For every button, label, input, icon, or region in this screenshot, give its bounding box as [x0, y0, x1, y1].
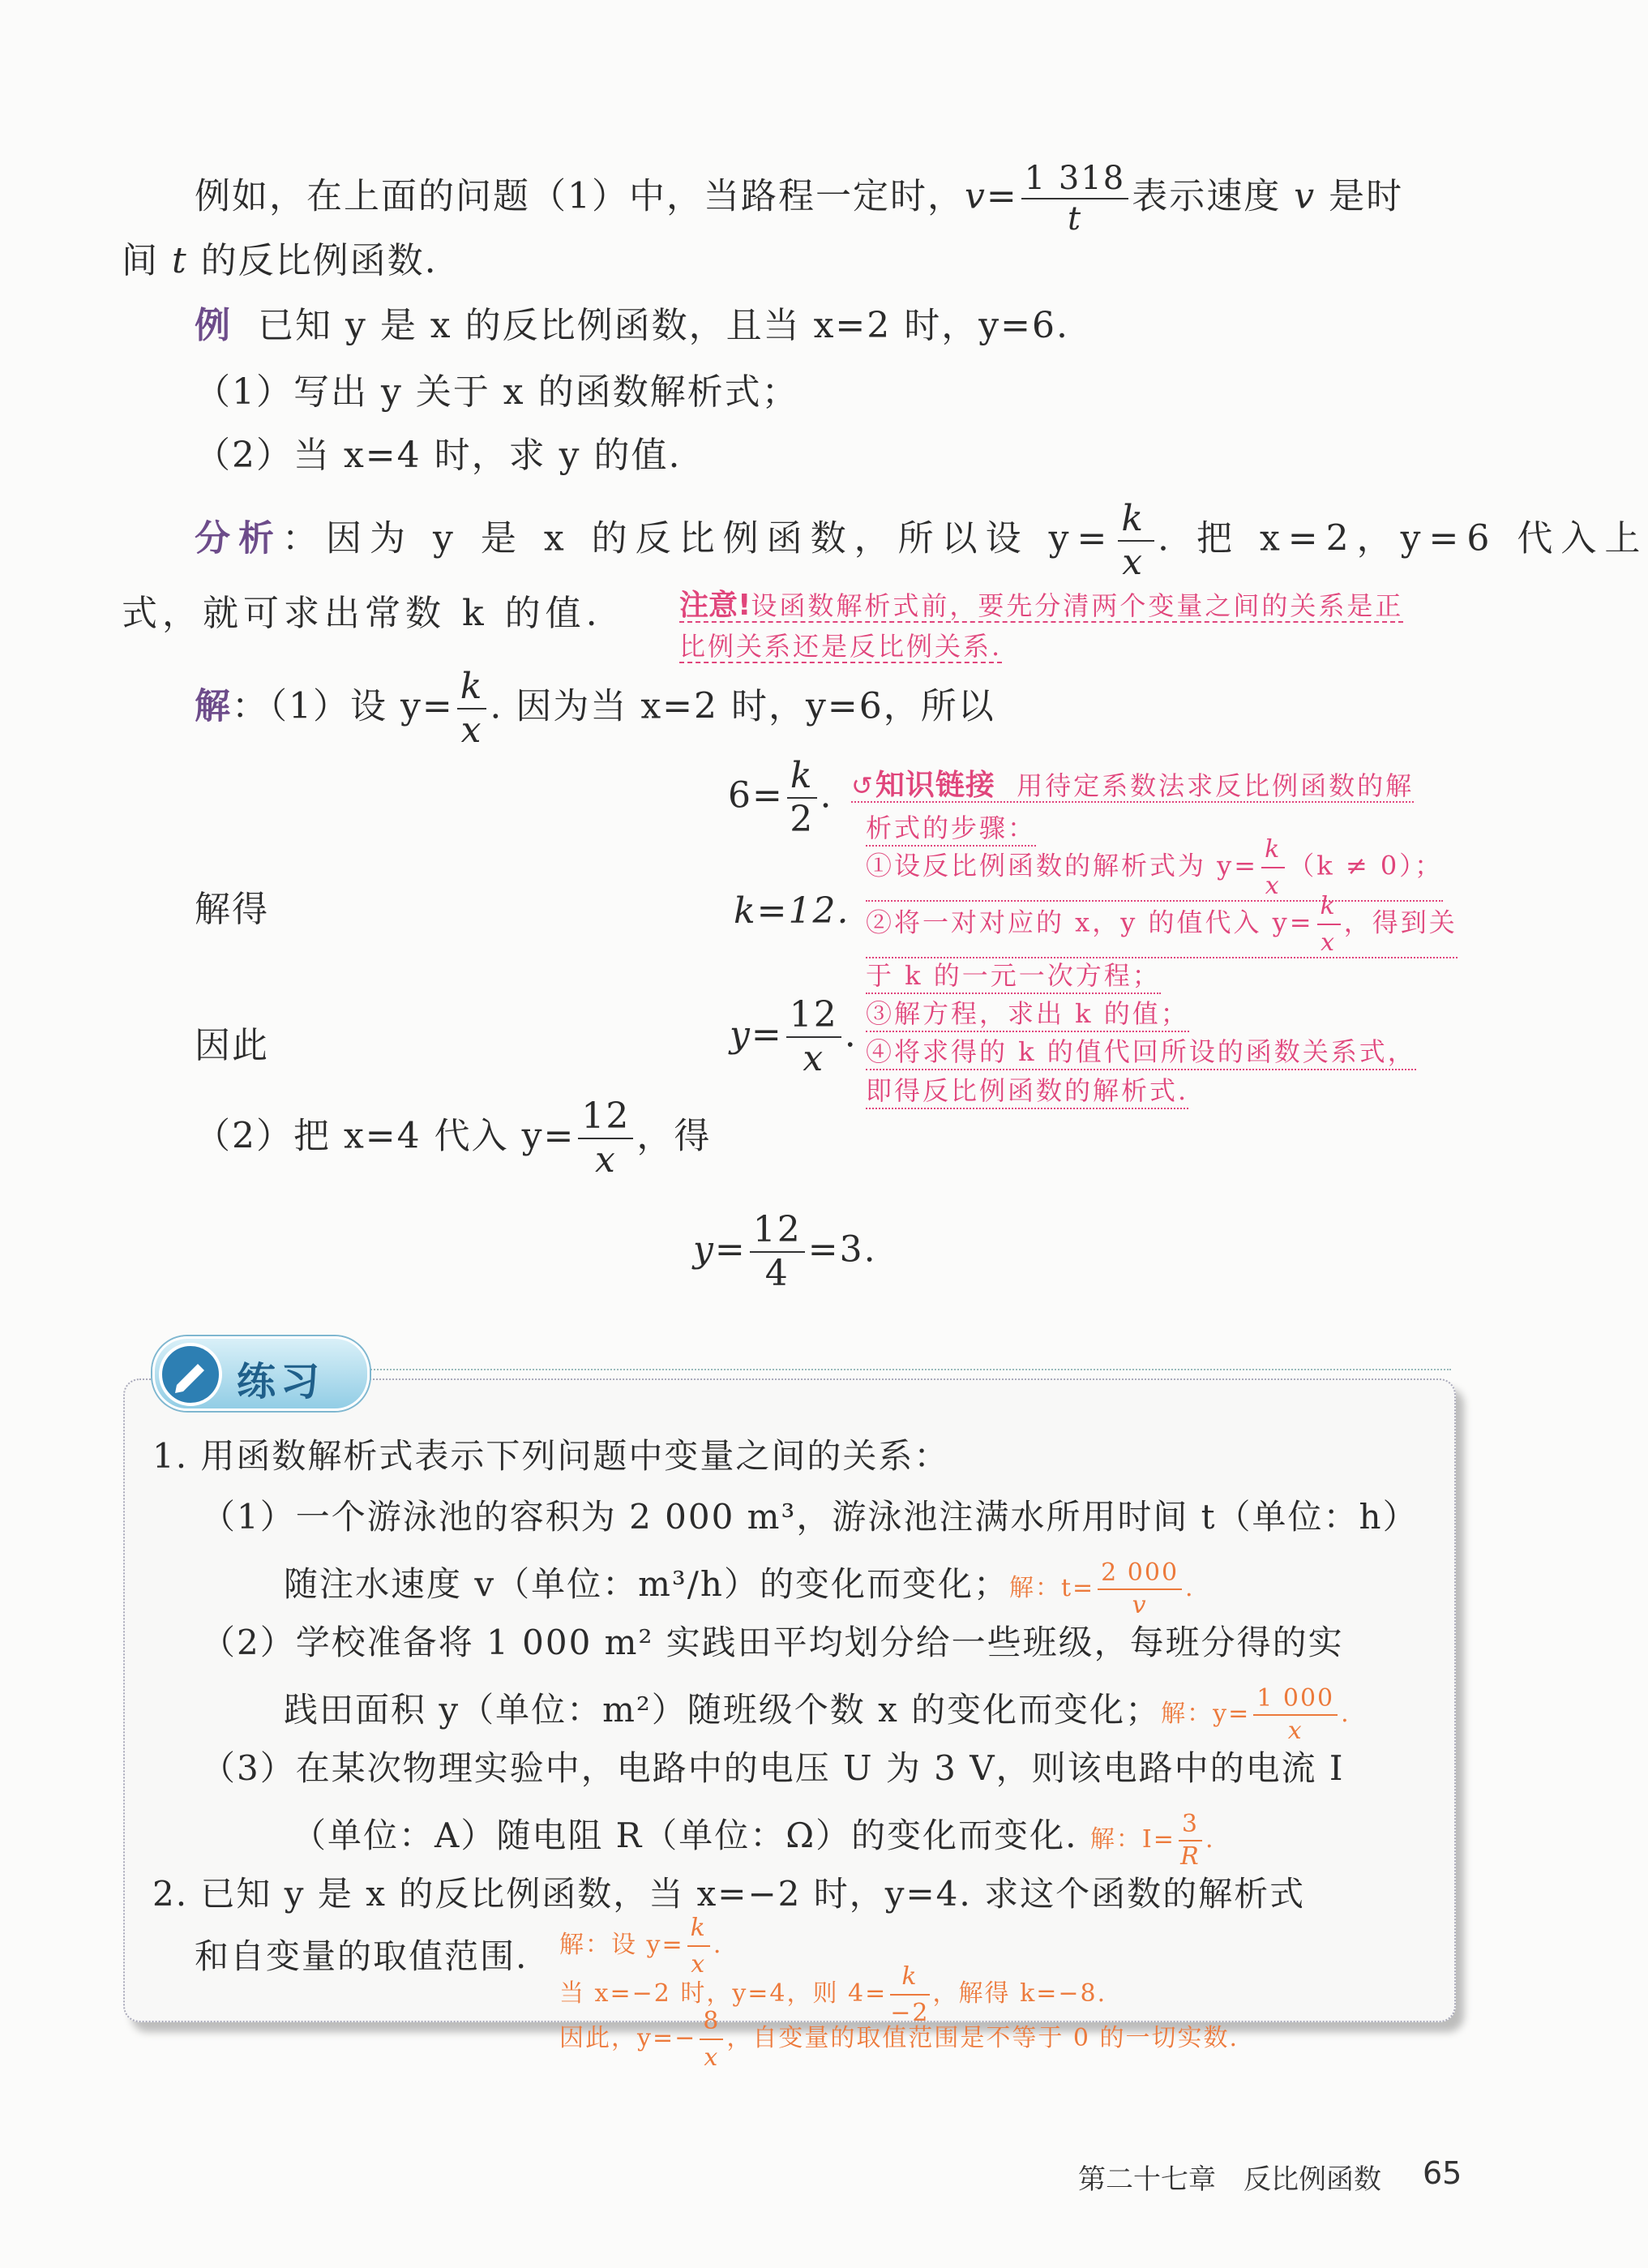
analysis-line-2: 式，就可求出常数 k 的值.	[122, 593, 602, 634]
solution-label: 解	[195, 685, 232, 727]
practice-q1-2a: （2）学校准备将 1 000 m² 实践田平均划分给一些班级，每班分得的实	[201, 1623, 1344, 1662]
frac-num: 3	[1179, 1812, 1202, 1841]
knowledge-title-row	[851, 770, 1414, 803]
attention-text-1: 设函数解析式前，要先分清两个变量之间的关系是正	[751, 590, 1404, 621]
frac-num: k	[1261, 835, 1285, 868]
step1-text-b: （k ≠ 0）；	[1288, 850, 1444, 881]
example-statement	[195, 305, 1069, 346]
q1-1b-text: 随注水速度 v（单位：m³/h）的变化而变化；	[284, 1564, 1009, 1604]
answer-4-text-3b: ，自变量的取值范围是不等于 0 的一切实数.	[726, 2024, 1239, 2052]
answer-1-label: 解：t=	[1008, 1574, 1095, 1602]
eq1-fraction	[787, 755, 817, 840]
frac-num: 8	[700, 2007, 723, 2040]
solution-eq-y	[730, 994, 858, 1079]
answer-1: 解：t= $\frac{2 000}{v}$ .	[1008, 1558, 1195, 1619]
intro-text-d: 间	[122, 240, 159, 281]
knowledge-label: 知识链接	[875, 769, 995, 802]
answer-4-text-1: 解：设 y=	[559, 1931, 684, 1959]
part2-text-b: ，得	[636, 1115, 712, 1157]
intro-fraction	[1021, 160, 1129, 238]
step2-text: ②将一对对应的 x，y 的值代入 y=	[866, 907, 1314, 938]
practice-title: 练习	[237, 1359, 325, 1404]
period: .	[844, 1014, 858, 1056]
answer-1-fraction	[1098, 1558, 1182, 1619]
q1-3b-text: （单位：A）随电阻 R（单位：Ω）的变化而变化.	[292, 1816, 1078, 1855]
frac-num: 12	[578, 1099, 633, 1139]
frac-den: x	[1287, 1717, 1303, 1745]
practice-q2b: 和自变量的取值范围.	[195, 1936, 529, 1976]
practice-q1-1b	[284, 1558, 1195, 1619]
frac-den: x	[704, 2043, 720, 2072]
period: .	[820, 774, 833, 817]
knowledge-step-2	[866, 892, 1458, 958]
answer-2: 解：y= $\frac{1 000}{x}$ .	[1161, 1684, 1351, 1745]
answer-4-text-3: 因此，y=−	[559, 2024, 697, 2052]
frac-num: 12	[750, 1212, 805, 1253]
knowledge-step-3: ③解方程，求出 k 的值；	[866, 993, 1189, 1032]
frac-den: 4	[764, 1253, 790, 1294]
answer-3-fraction	[1179, 1812, 1202, 1869]
pencil-icon	[159, 1343, 222, 1406]
practice-q1-3a: （3）在某次物理实验中，电路中的电压 U 为 3 V，则该电路中的电流 I	[201, 1748, 1345, 1788]
intro-line-1	[195, 160, 1404, 238]
solution-part2	[195, 1095, 712, 1181]
link-icon: ↺	[851, 770, 875, 801]
frac-den: x	[594, 1139, 617, 1181]
frac-den: x	[691, 1950, 707, 1979]
q1-2b-text: 践田面积 y（单位：m²）随班级个数 x 的变化而变化；	[284, 1690, 1162, 1730]
footer-chapter: 第二十七章 反比例函数	[1078, 2163, 1381, 2196]
final-fraction	[750, 1209, 805, 1294]
example-q1: （1）写出 y 关于 x 的函数解析式；	[195, 371, 799, 413]
eq-lhs: y=	[730, 1014, 783, 1056]
frac-num: 2 000	[1098, 1561, 1182, 1590]
frac-den: R	[1180, 1842, 1201, 1871]
practice-q1: 1. 用函数解析式表示下列问题中变量之间的关系：	[152, 1436, 950, 1476]
solution-jiede: 解得	[195, 889, 269, 930]
attention-line-1	[679, 590, 1403, 623]
frac-den: −2	[890, 1999, 930, 2027]
knowledge-step-4: ④将求得的 k 的值代回所设的函数关系式，	[866, 1031, 1416, 1070]
solution-fraction	[457, 666, 487, 751]
frac-den: v	[1132, 1591, 1148, 1619]
attention-text-2: 比例关系还是反比例关系.	[679, 631, 1003, 662]
knowledge-step-4b: 即得反比例函数的解析式.	[866, 1070, 1188, 1109]
answer-4-text-2: 当 x=−2 时，y=4，则 4=	[559, 1979, 888, 2008]
solution-k12: k=12.	[734, 890, 850, 932]
practice-q1-3b	[292, 1812, 1214, 1869]
part2-fraction	[578, 1095, 633, 1181]
answer-4-line-1: 解：设 y= $\frac{k}{x}$ .	[559, 1914, 723, 1979]
frac-num: 12	[786, 997, 841, 1038]
answer-4-text-2b: ，解得 k=−8.	[932, 1979, 1107, 2008]
analysis-text: ：因为 y 是 x 的反比例函数，所以设 y=	[282, 517, 1115, 559]
knowledge-line-2: 析式的步骤：	[866, 808, 1036, 847]
eq-fraction	[786, 994, 841, 1079]
step1-fraction	[1261, 835, 1285, 900]
frac-num: k	[890, 1962, 929, 1996]
answer-3: 解：I= $\frac{3}{R}$ .	[1089, 1810, 1215, 1871]
solution-eq1	[728, 755, 833, 840]
frac-den: x	[460, 710, 483, 751]
analysis-fraction	[1118, 498, 1154, 583]
intro-text-b: 表示速度	[1132, 175, 1282, 217]
solution-line-1	[195, 666, 995, 751]
frac-den: x	[803, 1038, 825, 1079]
solution-text-b: . 因为当 x=2 时，y=6，所以	[490, 685, 995, 727]
attention-note	[679, 582, 1403, 624]
frac-num: 1 318	[1021, 162, 1129, 199]
answer-4-fraction-3	[700, 2007, 723, 2072]
step2-text-b: ，得到关	[1343, 907, 1458, 938]
part2-text: （2）把 x=4 代入 y=	[195, 1115, 576, 1157]
intro-v-eq: v=	[965, 175, 1018, 217]
intro-line-2	[122, 240, 438, 281]
frac-num: k	[1118, 501, 1154, 542]
step2-fraction	[1317, 892, 1341, 957]
frac-den: x	[1265, 872, 1282, 900]
page-number: 65	[1423, 2155, 1462, 2191]
example-label: 例	[195, 305, 232, 346]
practice-q1-1a: （1）一个游泳池的容积为 2 000 m³，游泳池注满水所用时间 t（单位：h）	[201, 1497, 1419, 1537]
frac-num: k	[457, 669, 487, 710]
answer-4-line-3	[559, 2007, 1239, 2072]
intro-text-c: 是时	[1329, 175, 1404, 217]
practice-divider	[365, 1369, 1451, 1370]
frac-den: 2	[790, 799, 815, 840]
answer-2-fraction	[1253, 1684, 1338, 1745]
answer-2-label: 解：y=	[1161, 1700, 1251, 1728]
knowledge-step-2b: 于 k 的一元一次方程；	[866, 955, 1161, 994]
practice-q2a: 2. 已知 y 是 x 的反比例函数，当 x=−2 时，y=4. 求这个函数的解析式	[152, 1874, 1306, 1914]
intro-t: t	[172, 240, 188, 281]
eq1-lhs: 6=	[728, 774, 784, 817]
analysis-line-1	[195, 498, 1648, 583]
example-q2: （2）当 x=4 时，求 y 的值.	[195, 435, 682, 476]
knowledge-line-1	[851, 762, 1414, 804]
solution-final	[693, 1209, 877, 1294]
solution-text: ：（1）设 y=	[232, 685, 454, 727]
step1-text: ①设反比例函数的解析式为 y=	[866, 850, 1259, 881]
final-rhs: =3.	[807, 1228, 877, 1271]
knowledge-text-1: 用待定系数法求反比例函数的解	[1017, 770, 1415, 801]
intro-text-e: 的反比例函数.	[200, 240, 438, 281]
frac-num: 1 000	[1253, 1687, 1338, 1716]
answer-3-label: 解：I=	[1089, 1825, 1175, 1854]
final-lhs: y=	[693, 1228, 747, 1271]
frac-num: k	[687, 1914, 710, 1947]
attention-line-2	[679, 626, 1002, 663]
solution-yinci: 因此	[195, 1025, 269, 1066]
intro-v: v	[1294, 175, 1316, 217]
frac-den: t	[1067, 200, 1083, 238]
attention-label: 注意!	[679, 589, 751, 622]
analysis-label: 分析	[195, 517, 282, 559]
example-text: 已知 y 是 x 的反比例函数，且当 x=2 时，y=6.	[257, 305, 1069, 346]
practice-q1-2b	[284, 1684, 1351, 1745]
frac-num: k	[787, 758, 817, 799]
frac-den: x	[1321, 928, 1338, 957]
frac-num: k	[1317, 892, 1341, 925]
analysis-text-b: . 把 x=2，y=6 代入上	[1158, 517, 1648, 559]
pencil-icon-svg	[162, 1346, 219, 1403]
intro-text: 例如，在上面的问题（1）中，当路程一定时，	[195, 175, 965, 217]
frac-den: x	[1122, 542, 1151, 583]
